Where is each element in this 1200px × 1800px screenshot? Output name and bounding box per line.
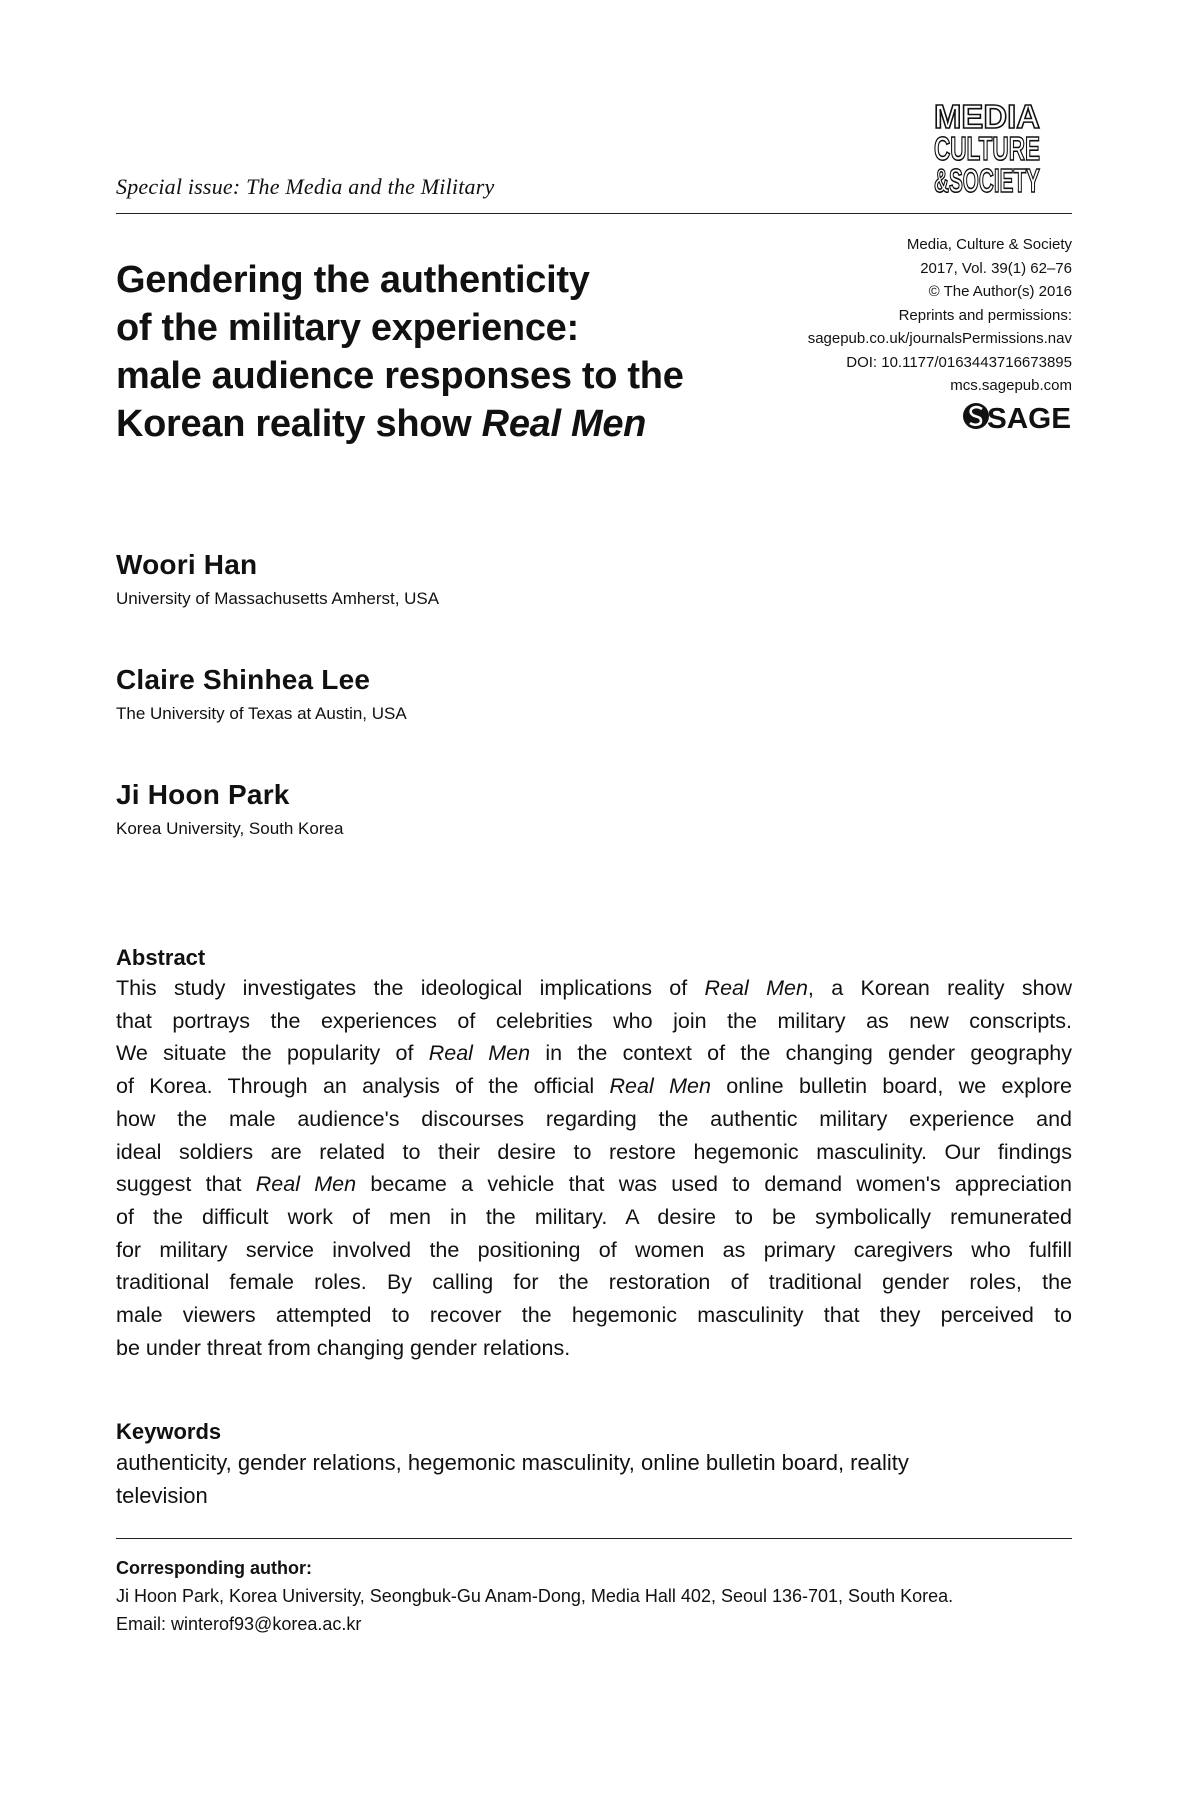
author-affiliation: Korea University, South Korea	[116, 819, 344, 838]
author-affiliation: University of Massachusetts Amherst, USA	[116, 589, 440, 608]
footer-divider	[116, 1538, 1072, 1539]
title-text: Korean reality show	[116, 403, 482, 445]
journal-site-link[interactable]: mcs.sagepub.com	[950, 377, 1072, 394]
abstract-line: of Korea. Through an analysis of the official Real Men online bulletin board, we explore	[116, 1074, 1073, 1099]
author-affiliation: The University of Texas at Austin, USA	[116, 704, 407, 723]
abstract-line: how the male audience's discourses regarding the authentic military experience and	[116, 1106, 1072, 1131]
keywords-list	[116, 1446, 1072, 1512]
keywords-line: television	[116, 1483, 208, 1508]
article-title	[116, 256, 776, 448]
abstract-line: of the difficult work of men in the military. A desire to be symbolically remunerated	[116, 1204, 1072, 1229]
abstract-line: be under threat from changing gender relations.	[116, 1335, 571, 1360]
header-divider	[116, 213, 1072, 214]
author-name: Woori Han	[116, 549, 258, 580]
author-name: Claire Shinhea Lee	[116, 664, 371, 695]
abstract-line: that portrays the experiences of celebrities who join the military as new conscripts.	[116, 1008, 1072, 1033]
abstract-line: suggest that Real Men became a vehicle that was used to demand women's appreciation	[116, 1172, 1073, 1197]
abstract-line: traditional female roles. By calling for the restoration of traditional gender roles, the	[116, 1270, 1072, 1295]
abstract-line: ideal soldiers are related to their desire to restore hegemonic masculinity. Our findings	[116, 1139, 1072, 1164]
keywords-heading: Keywords	[116, 1419, 222, 1444]
publisher-logo	[962, 398, 1072, 434]
keywords-line: authenticity, gender relations, hegemonic masculinity, online bulletin board, reality	[116, 1450, 909, 1475]
journal-volume: 2017, Vol. 39(1) 62–76	[920, 259, 1072, 277]
title-line	[116, 400, 776, 448]
abstract-line: This study investigates the ideological implications of Real Men, a Korean reality show	[116, 976, 1073, 1000]
title-line: Gendering the authenticity	[116, 259, 590, 301]
doi-link[interactable]: DOI: 10.1177/0163443716673895	[846, 353, 1072, 371]
permissions-link[interactable]: sagepub.co.uk/journalsPermissions.nav	[807, 330, 1072, 347]
journal-meta	[720, 233, 1072, 398]
logo-line-media: MEDIA	[934, 98, 1040, 135]
corresponding-author-address: Ji Hoon Park, Korea University, Seongbuk-Gu Anam-Dong, Media Hall 402, Seoul 136-701, South Korea.	[116, 1586, 954, 1606]
special-issue-label: Special issue: The Media and the Military	[116, 174, 495, 199]
author-name: Ji Hoon Park	[116, 779, 290, 810]
abstract-body	[116, 972, 1072, 1364]
abstract-heading: Abstract	[116, 945, 206, 970]
journal-name: Media, Culture & Society	[906, 236, 1072, 253]
logo-line-society: &SOCIETY	[934, 162, 1040, 199]
title-line: of the military experience:	[116, 307, 579, 349]
abstract-line: for military service involved the positioning of women as primary caregivers who fulfill	[116, 1237, 1072, 1262]
corresponding-author-heading: Corresponding author:	[116, 1558, 312, 1578]
copyright-notice: © The Author(s) 2016	[928, 283, 1072, 300]
title-line: male audience responses to the	[116, 355, 684, 397]
publisher-name: SAGE	[987, 403, 1071, 435]
title-show-name: Real Men	[481, 403, 647, 445]
abstract-line: We situate the popularity of Real Men in the context of the changing gender geography	[116, 1041, 1072, 1066]
corresponding-author-email[interactable]: Email: winterof93@korea.ac.kr	[116, 1614, 362, 1634]
logo-line-culture: CULTURE	[934, 130, 1040, 167]
abstract-line: male viewers attempted to recover the hegemonic masculinity that they perceived to	[116, 1303, 1072, 1328]
journal-logo	[934, 98, 1042, 199]
reprints-label: Reprints and permissions:	[898, 306, 1072, 324]
